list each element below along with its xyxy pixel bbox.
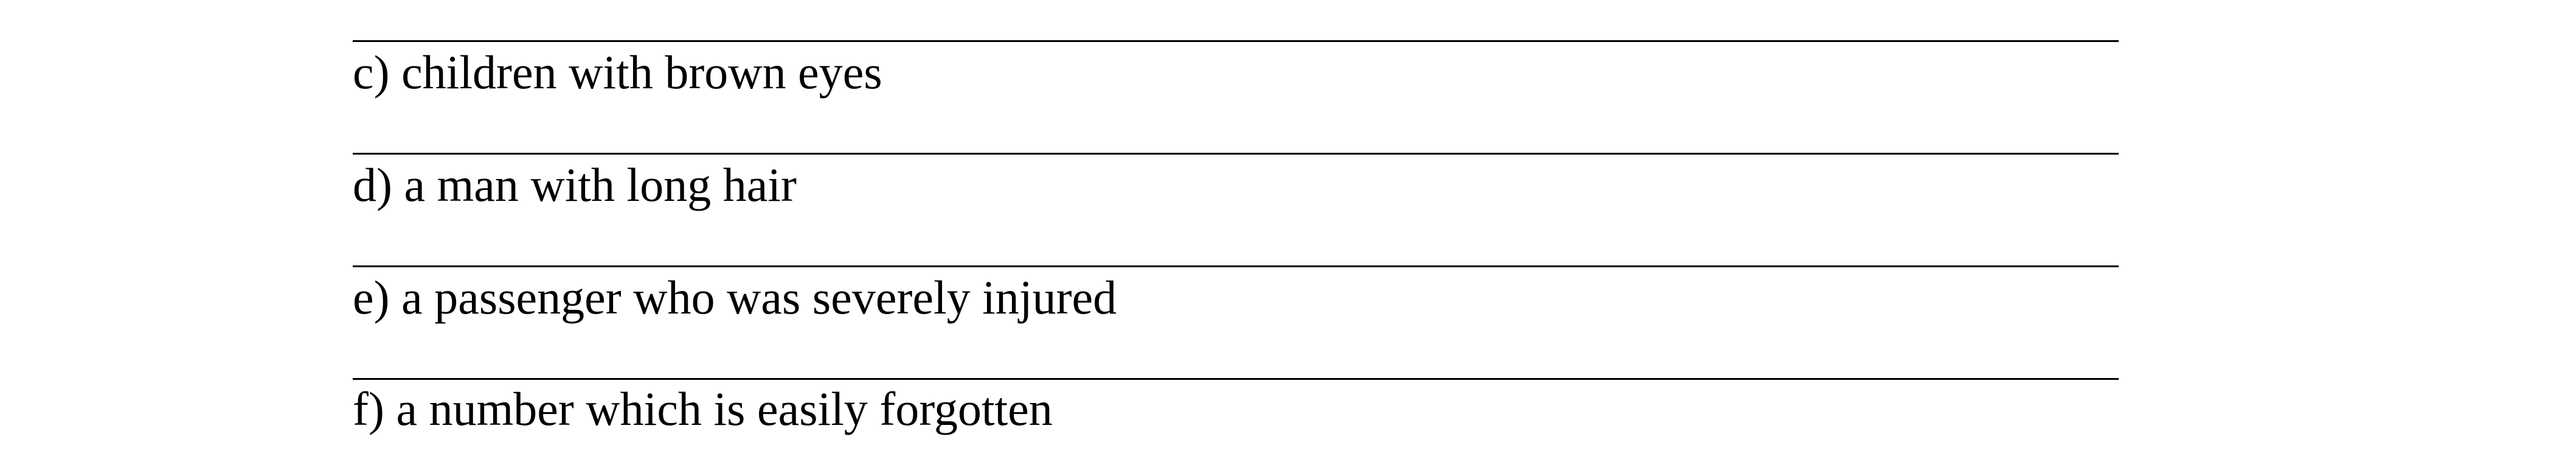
exercise-item-c: c) children with brown eyes xyxy=(353,46,882,99)
answer-line xyxy=(353,40,2119,42)
exercise-item-f: f) a number which is easily forgotten xyxy=(353,382,1053,435)
answer-line xyxy=(353,265,2119,267)
answer-line xyxy=(353,378,2119,380)
exercise-item-d: d) a man with long hair xyxy=(353,158,797,211)
exercise-item-e: e) a passenger who was severely injured xyxy=(353,271,1117,324)
answer-line xyxy=(353,153,2119,155)
